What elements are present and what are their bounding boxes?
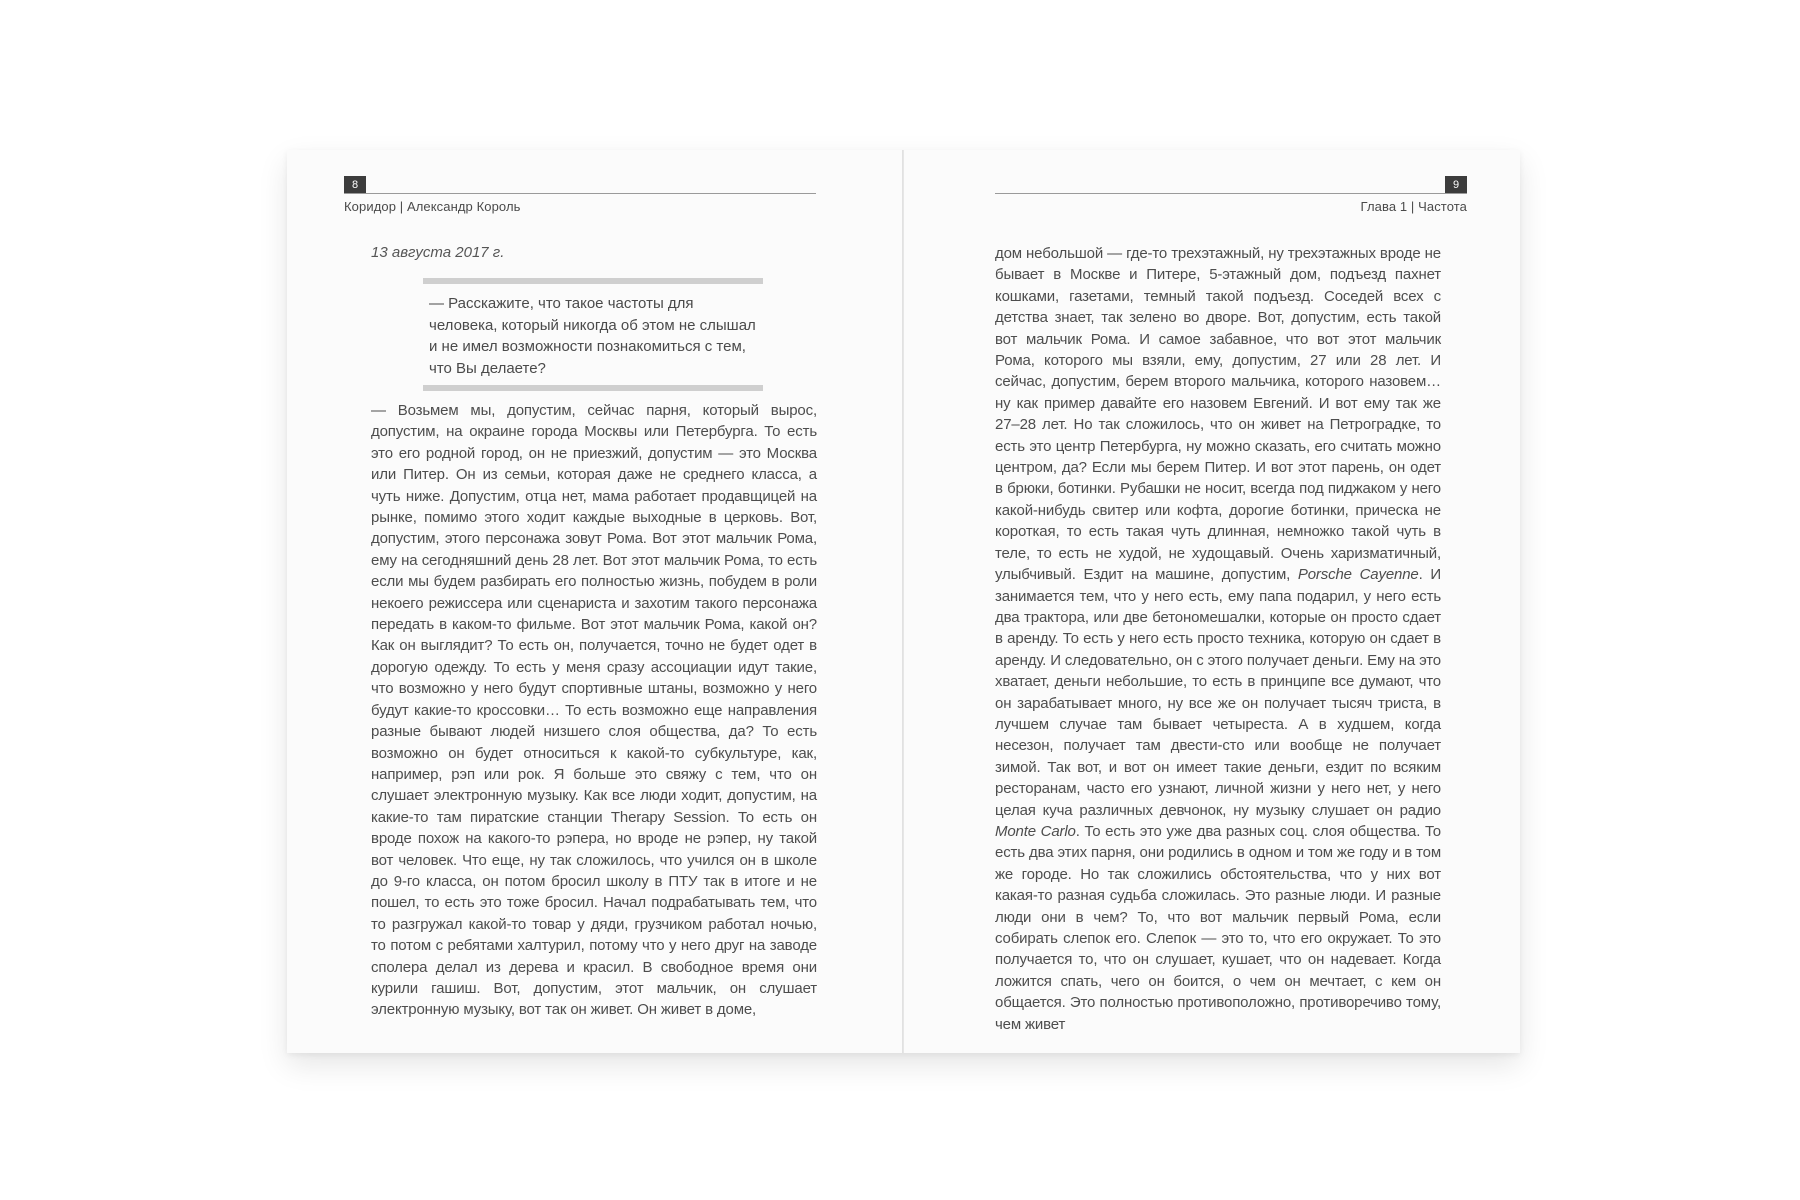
body-text-segment: . И занимается тем, что у него есть, ему папа подарил, у него есть два трактора, или две бетономешалки, которые он просто сдает в аренду. То есть у него есть просто техника, которую он сдает в аренду. И следовательно, он с этого получает деньги. Ему на это хватает, деньги небольшие, то есть в принципе все думают, что он зарабатывает много, ну все же он получает тысяч триста, в лучшем случае там бывает четыреста. А в худшем, когда несезон, получает там двести-сто или вообще не получает зимой. Так вот, и вот он имеет такие деньги, ездит по всяким ресторанам, часто его узнают, личной жизни у него нет, у него целая куча различных девчонок, ну музыку слушает он радио <box>995 566 1441 819</box>
body-text-segment: дом небольшой — где-то трехэтажный, ну трехэтажных вроде не бывает в Москве и Питере, 5-этажный дом, подъезд пахнет кошками, газетами, темный такой подъезд. Соседей всех с детства знает, так зелено во дворе. Вот, допустим, есть такой вот мальчик Рома. И самое забавное, что вот этот мальчик Рома, которого мы взяли, ему, допустим, 27 или 28 лет. И сейчас, допустим, берем второго мальчика, которого назовем… ну как пример давайте его назовем Евгений. И вот ему так же 27–28 лет. Но так сложилось, что он живет на Петроградке, то есть это центр Петербурга, ну можно сказать, его считать можно центром, да? Если мы берем Питер. И вот этот парень, он одет в брюки, ботинки. Рубашки не носит, всегда под пиджаком у него какой-нибудь свитер или кофта, дорогие ботинки, прическа не короткая, то есть такая чуть длинная, немножко такой чуть в теле, то есть не худой, не худощавый. Очень харизматичный, улыбчивый. Ездит на машине, допустим, <box>995 245 1441 584</box>
header-rule <box>995 193 1467 194</box>
question-quote <box>423 278 763 391</box>
quote-bottom-bar <box>423 385 763 391</box>
body-text: — Возьмем мы, допустим, сейчас парня, который вырос, допустим, на окраине города Москвы или Петербурга. То есть это его родной город, он не приезжий, допустим — это Москва или Питер. Он из семьи, которая даже не среднего класса, а чуть ниже. Допустим, отца нет, мама работает продавщицей на рынке, помимо этого ходит каждые выходные в церковь. Вот, допустим, этого персонажа зовут Рома. Вот этот мальчик Рома, ему на сегодняшний день 28 лет. Вот этот мальчик Рома, то есть если мы будем разбирать его полностью жизнь, побудем в роли некоего режиссера или сценариста и захотим такого персонажа передать в каком-то фильме. Вот этот мальчик Рома, какой он? Как он выглядит? То есть он, получается, точно не будет одет в дорогую одежду. То есть у меня сразу ассоциации идут такие, что возможно у него будут спортивные штаны, возможно у него будут какие-то кроссовки… То есть возможно еще направления разные бывают людей низшего слоя общества, да? То есть возможно он будет относиться к какой-то субкультуре, как, например, рэп или рок. Я больше это свяжу с тем, что он слушает электронную музыку. Как все люди ходит, допустим, на какие-то там пиратские станции Therapy Session. То есть он вроде похож на какого-то рэпера, но вроде не рэпер, ну такой вот человек. Что еще, ну так сложилось, что учился он в школе до 9-го класса, он потом бросил школу в ПТУ так в итоге и не пошел, то есть это тоже бросил. Начал подрабатывать тем, что то разгружал какой-то товар у дяди, грузчиком работал ночью, то потом с ребятами халтурил, потому что у него друг на заводе сполера делал из дерева и красил. В свободное время они курили гашиш. Вот, допустим, этот мальчик, он слушает электронную музыку, вот так он живет. Он живет в доме, <box>371 402 817 1019</box>
page-number: 8 <box>344 176 366 194</box>
car-name: Porsche Cayenne <box>1297 566 1419 584</box>
running-head: Коридор | Александр Король <box>344 199 521 214</box>
header-rule <box>344 193 816 194</box>
body-text <box>995 243 1441 1035</box>
left-page <box>287 150 902 1053</box>
entry-date: 13 августа 2017 г. <box>371 244 505 261</box>
quote-text: — Расскажите, что такое частоты для человека, который никогда об этом не слышал и не имел возможности познакомиться с тем, что Вы делаете? <box>429 295 756 377</box>
running-head: Глава 1 | Частота <box>1360 199 1467 214</box>
body-text-segment: . То есть это уже два разных соц. слоя общества. То есть два этих парня, они родились в одном и том же году и в том же городе. Но так сложились обстоятельства, что у них вот какая-то разная судьба сложилась. Это разные люди. И разные люди они в чем? То, что вот мальчик первый Рома, если собирать слепок его. Слепок — это то, что его окружает. То это получается то, что он слушает, кушает, что он надевает. Когда ложится спать, чего он боится, о чем он мечтает, с кем он общается. Это полностью противоположно, противоречиво тому, чем живет <box>995 822 1441 1033</box>
page-number: 9 <box>1445 176 1467 194</box>
book-spread <box>287 150 1520 1053</box>
right-page <box>904 150 1520 1053</box>
radio-name: Monte Carlo <box>995 822 1076 840</box>
